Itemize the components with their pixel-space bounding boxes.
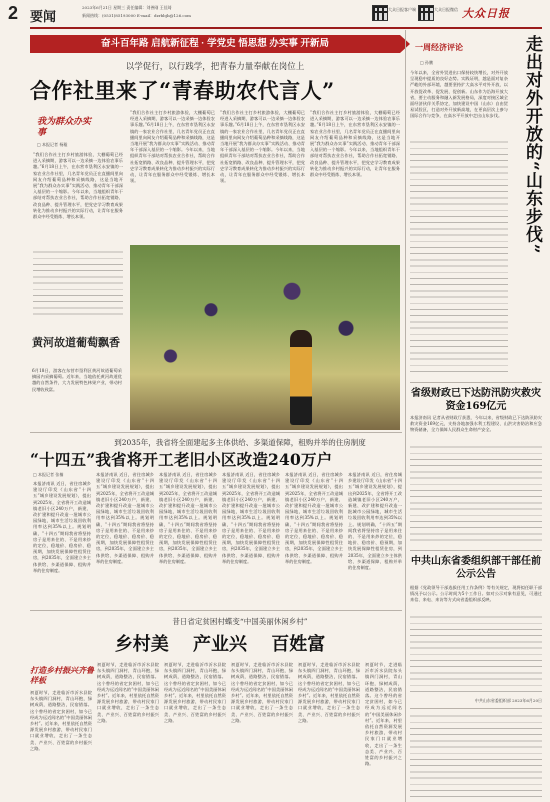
article1-body-col3: “我们合作社主打乡村旅游体验，大棚葡萄已经进入采摘期，游客可以一边采摘一边体验农事乐趣。”6月18日上午，在东营市垦利区永安镇的一家农业合作社里，几名青年党员正在直播间里向网友介绍葡萄品种和采摘线路，这是当地开展“我为群众办实事”实践活动、推动青年干部深入基层的一个缩影。今年以来，当地组织青年干部结对帮扶农业合作社，帮助合作社拓宽销路、改良品种、提升管理水平，把党史学习教育成果转化为推动乡村振兴的实际行动，让青年在服务群众中经受锻炼、增长本领。: [220, 110, 305, 184]
article1-body-col4: “我们合作社主打乡村旅游体验，大棚葡萄已经进入采摘期，游客可以一边采摘一边体验农事乐趣。”6月18日上午，在东营市垦利区永安镇的一家农业合作社里，几名青年党员正在直播间里向网友介绍葡萄品种和采摘线路，这是当地开展“我为群众办实事”实践活动、推动青年干部深入基层的一个缩影。今年以来，当地组织青年干部结对帮扶农业合作社，帮助合作社拓宽销路、改良品种、提升管理水平，把党史学习教育成果转化为推动乡村振兴的实际行动，让青年在服务群众中经受锻炼、增长本领。: [310, 110, 400, 178]
article1-subhead: 以学促行，以行践学，把青春力量奉献在岗位上: [125, 62, 305, 72]
news1-headline[interactable]: 省级财政已下达防汛防灾救灾资金169亿元: [411, 388, 541, 412]
article1-byline: □ 本报记者 杨璇: [37, 142, 68, 147]
article2-body-col4: 本报济南讯 近日，省住房城乡建设厅印发《山东省“十四五”城乡建设发展规划》，提出到2025年，全省将开工改造城镇老旧小区240万户，新建、改扩建和提升改造一批城市公园绿地，城市生活垃圾回收利用率达到35%以上。规划明确，“十四五”期间我省将坚持房子是用来住的、不是用来炒的定位，稳地价、稳房价、稳预期，加快发展保障性租赁住房，到2035年，全面建立多主体供给、多渠道保障、租购并举的住房制度。: [222, 472, 280, 564]
article2-body-col2: 本报济南讯 近日，省住房城乡建设厅印发《山东省“十四五”城乡建设发展规划》，提出到2025年，全省将开工改造城镇老旧小区240万户，新建、改扩建和提升改造一批城市公园绿地，城市生活垃圾回收利用率达到35%以上。规划明确，“十四五”期间我省将坚持房子是用来住的、不是用来炒的定位，稳地价、稳房价、稳预期，加快发展保障性租赁住房，到2035年，全面建立多主体供给、多渠道保障、租购并举的住房制度。: [96, 472, 154, 564]
article1-badge: 我为群众办实事: [37, 117, 92, 138]
section-rule: [410, 382, 542, 383]
section-rule: [410, 708, 542, 709]
article3-body-col1: 初夏时节，走进临沂市沂水县院东头镇四门洞村，青山环抱，绿树成荫，道路整洁，民宿错落。这个曾经的省定贫困村，如今已经成为远近闻名的“中国美丽休闲乡村”。近年来，村里依托自然资源发展乡村旅游，带动村民家门口就业增收，走出了一条生态美、产业兴、百姓富的乡村振兴之路。: [30, 690, 92, 751]
news2-body: 根据《党政领导干部选拔任用工作条例》等有关规定，现将拟任职干部情况予以公示。公示时间为5个工作日。如对公示对象有意见，可通过来信、来电、来访等方式向省委组织部反映。: [410, 585, 542, 603]
qr-code-icon[interactable]: [418, 5, 434, 21]
column-rule: [405, 30, 406, 802]
grape-harvest-photo[interactable]: [130, 245, 400, 430]
article2-body-col3: 本报济南讯 近日，省住房城乡建设厅印发《山东省“十四五”城乡建设发展规划》，提出到2025年，全省将开工改造城镇老旧小区240万户，新建、改扩建和提升改造一批城市公园绿地，城市生活垃圾回收利用率达到35%以上。规划明确，“十四五”期间我省将坚持房子是用来住的、不是用来炒的定位，稳地价、稳房价、稳预期，加快发展保障性租赁住房，到2035年，全面建立多主体供给、多渠道保障、租购并举的住房制度。: [159, 472, 217, 564]
news1-body-filler: [410, 445, 542, 543]
article1-body-col2: “我们合作社主打乡村旅游体验，大棚葡萄已经进入采摘期，游客可以一边采摘一边体验农事乐趣。”6月18日上午，在东营市垦利区永安镇的一家农业合作社里，几名青年党员正在直播间里向网友介绍葡萄品种和采摘线路，这是当地开展“我为群众办实事”实践活动、推动青年干部深入基层的一个缩影。今年以来，当地组织青年干部结对帮扶农业合作社，帮助合作社拓宽销路、改良品种、提升管理水平，把党史学习教育成果转化为推动乡村振兴的实际行动，让青年在服务群众中经受锻炼、增长本领。: [130, 110, 215, 184]
campaign-banner: 奋斗百年路 启航新征程 · 学党史 悟思想 办实事 开新局: [30, 35, 400, 53]
news2-body-filler: [410, 615, 542, 695]
commentary-byline: □ 孙鹏: [420, 60, 434, 65]
section-rule: [410, 550, 542, 551]
date-line: 2023年6月21日 星期三 责任编辑：刘善刚 王佳琦: [82, 5, 172, 10]
newspaper-logo: 大众日报: [462, 7, 510, 20]
article2-body-col6: 本报济南讯 近日，省住房城乡建设厅印发《山东省“十四五”城乡建设发展规划》，提出到2025年，全省将开工改造城镇老旧小区240万户，新建、改扩建和提升改造一批城市公园绿地，城市生活垃圾回收利用率达到35%以上。规划明确，“十四五”期间我省将坚持房子是用来住的、不是用来炒的定位，稳地价、稳房价、稳预期，加快发展保障性租赁住房，到2035年，全面建立多主体供给、多渠道保障、租购并举的住房制度。: [348, 472, 402, 571]
section-title: 要闻: [30, 9, 57, 24]
article3-body-col3: 初夏时节，走进临沂市沂水县院东头镇四门洞村，青山环抱，绿树成荫，道路整洁，民宿错落。这个曾经的省定贫困村，如今已经成为远近闻名的“中国美丽休闲乡村”。近年来，村里依托自然资源发展乡村旅游，带动村民家门口就业增收，走出了一条生态美、产业兴、百姓富的乡村振兴之路。: [164, 662, 226, 723]
article3-headline[interactable]: 乡村美 产业兴 百姓富: [114, 634, 326, 655]
news1-body: 本报济南讯 记者从省财政厅获悉，今年以来，省级财政已下达防汛防灾救灾资金169亿元，支持各地加强水利工程建设、山洪灾害防治和应急物资储备，全力保障人民群众生命财产安全。: [410, 415, 542, 433]
photo-person: [290, 330, 312, 425]
article3-body-col2: 初夏时节，走进临沂市沂水县院东头镇四门洞村，青山环抱，绿树成荫，道路整洁，民宿错落。这个曾经的省定贫困村，如今已经成为远近闻名的“中国美丽休闲乡村”。近年来，村里依托自然资源发展乡村旅游，带动村民家门口就业增收，走出了一条生态美、产业兴、百姓富的乡村振兴之路。: [97, 662, 159, 723]
article2-subhead: 到2035年，我省将全面建起多主体供给、多渠道保障，租购并举的住房制度: [114, 438, 366, 447]
article1-headline[interactable]: 合作社里来了“青春助农代言人”: [30, 78, 335, 103]
article2-byline: □ 本报记者 张楠: [33, 472, 64, 477]
section-rule: [30, 610, 402, 611]
article3-body-col6: 初夏时节，走进临沂市沂水县院东头镇四门洞村，青山环抱，绿树成荫，道路整洁，民宿错落。这个曾经的省定贫困村，如今已经成为远近闻名的“中国美丽休闲乡村”。近年来，村里依托自然资源发展乡村旅游，带动村民家门口就业增收，走出了一条生态美、产业兴、百姓富的乡村振兴之路。: [365, 662, 402, 767]
article1-body-col1: “我们合作社主打乡村旅游体验，大棚葡萄已经进入采摘期，游客可以一边采摘一边体验农事乐趣。”6月18日上午，在东营市垦利区永安镇的一家农业合作社里，几名青年党员正在直播间里向网友介绍葡萄品种和采摘线路，这是当地开展“我为群众办实事”实践活动、推动青年干部深入基层的一个缩影。今年以来，当地组织青年干部结对帮扶农业合作社，帮助合作社拓宽销路、改良品种、提升管理水平，把党史学习教育成果转化为推动乡村振兴的实际行动，让青年在服务群众中经受锻炼、增长本领。: [33, 152, 123, 220]
article2-body-col1: 本报济南讯 近日，省住房城乡建设厅印发《山东省“十四五”城乡建设发展规划》，提出到2025年，全省将开工改造城镇老旧小区240万户，新建、改扩建和提升改造一批城市公园绿地，城市生活垃圾回收利用率达到35%以上。规划明确，“十四五”期间我省将坚持房子是用来住的、不是用来炒的定位，稳地价、稳房价、稳预期，加快发展保障性租赁住房，到2035年，全面建立多主体供给、多渠道保障、租购并举的住房制度。: [33, 481, 91, 573]
qr-label-wechat: 大众日报微信: [434, 7, 458, 12]
commentary-body-filler: [410, 140, 508, 375]
news2-headline[interactable]: 中共山东省委组织部干部任前公示公告: [411, 556, 541, 580]
commentary-headline[interactable]: 走出对外开放的“山东步伐”: [522, 35, 542, 255]
page-number: 2: [8, 3, 19, 23]
qr-code-icon[interactable]: [372, 5, 388, 21]
photo-caption: 6月18日，游客在东营市垦利区黄河故道葡萄采摘园内采摘葡萄。近年来，当地依托黄河故道优越的自然条件，大力发展特色林果产业，带动村民增收致富。: [32, 368, 122, 392]
section-rule: [30, 432, 402, 433]
column-name: 一周经济评论: [415, 42, 463, 52]
header-rule: [30, 27, 542, 29]
article2-body-col5: 本报济南讯 近日，省住房城乡建设厅印发《山东省“十四五”城乡建设发展规划》，提出到2025年，全省将开工改造城镇老旧小区240万户，新建、改扩建和提升改造一批城市公园绿地，城市生活垃圾回收利用率达到35%以上。规划明确，“十四五”期间我省将坚持房子是用来住的、不是用来炒的定位，稳地价、稳房价、稳预期，加快发展保障性租赁住房，到2035年，全面建立多主体供给、多渠道保障、租购并举的住房制度。: [285, 472, 343, 564]
article2-headline[interactable]: “十四五”我省将开工老旧小区改造240万户: [30, 450, 333, 469]
contact-line: 新闻热线：(0531)85193000 E-mail：dzrbbjb@126.com: [82, 13, 191, 18]
commentary-body: 今年以来，全省外贸进出口保持较快增长，对外开放呈现稳中提质的良好态势。实践证明，越是面对复杂严峻的外部环境，越要坚持扩大高水平对外开放，以开放促改革、促发展、促创新。山东作为沿海开放大省，要主动服务和融入新发展格局，深度对接区域全面经济伙伴关系协定，加快建设中国（山东）自由贸易试验区，打造对外开放新高地，在更高层次上参与国际合作与竞争，在高水平开放中走出山东步伐。: [410, 70, 508, 119]
photo-caption-title: 黄河故道葡萄飘香: [32, 336, 120, 349]
article3-body-col4: 初夏时节，走进临沂市沂水县院东头镇四门洞村，青山环抱，绿树成荫，道路整洁，民宿错落。这个曾经的省定贫困村，如今已经成为远近闻名的“中国美丽休闲乡村”。近年来，村里依托自然资源发展乡村旅游，带动村民家门口就业增收，走出了一条生态美、产业兴、百姓富的乡村振兴之路。: [231, 662, 293, 723]
article3-body-col5: 初夏时节，走进临沂市沂水县院东头镇四门洞村，青山环抱，绿树成荫，道路整洁，民宿错落。这个曾经的省定贫困村，如今已经成为远近闻名的“中国美丽休闲乡村”。近年来，村里依托自然资源发展乡村旅游，带动村民家门口就业增收，走出了一条生态美、产业兴、百姓富的乡村振兴之路。: [298, 662, 360, 723]
article1-body-filler: [33, 250, 123, 320]
article3-badge: 打造乡村振兴齐鲁样板: [30, 665, 94, 685]
qr-label-app: 大众日报客户端: [388, 7, 416, 12]
notice-footer: 中共山东省委组织部 2023年6月20日: [474, 698, 542, 703]
article3-subhead: 昔日省定贫困村蝶变“中国美丽休闲乡村”: [172, 617, 308, 626]
bottom-right-text: [410, 714, 542, 798]
